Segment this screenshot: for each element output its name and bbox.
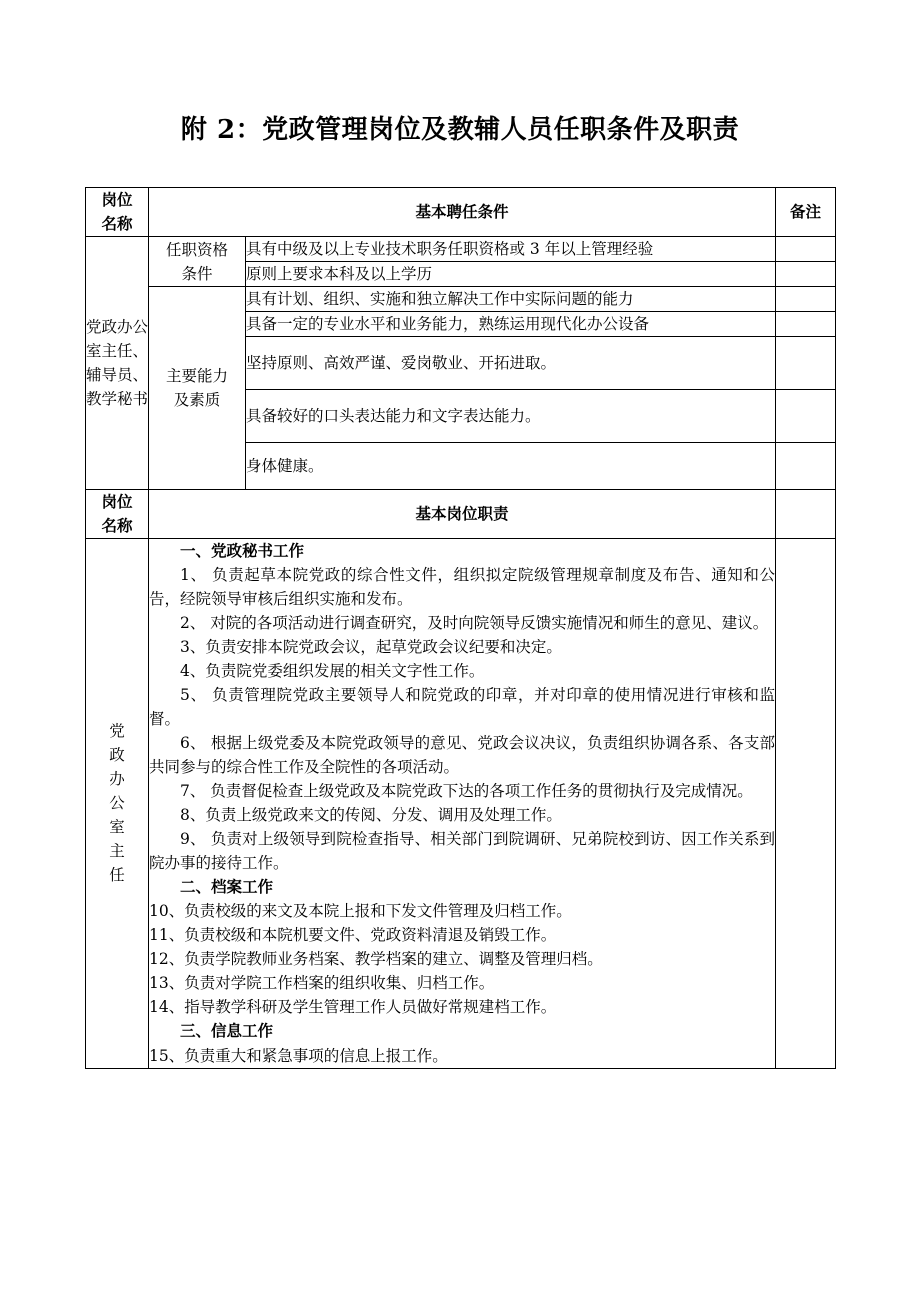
condition-text: 具备较好的口头表达能力和文字表达能力。: [246, 390, 776, 443]
remark-cell: [776, 287, 836, 312]
position-requirements-table: [85, 187, 836, 1069]
table-header-row-conditions: [86, 188, 836, 237]
position-title-duties: [86, 539, 149, 1068]
remark-cell: [776, 443, 836, 490]
condition-text: 具有计划、组织、实施和独立解决工作中实际问题的能力: [246, 287, 776, 312]
duties-item: 11、负责校级和本院机要文件、党政资料清退及销毁工作。: [149, 926, 557, 945]
duties-item: 6、 根据上级党委及本院党政领导的意见、党政会议决议，负责组织协调各系、各支部共同参与的综合性工作及全院性的各项活动。: [149, 734, 776, 777]
page-title: 附 2：党政管理岗位及教辅人员任职条件及职责: [180, 115, 740, 145]
group-label-abilities: [149, 287, 246, 490]
position-title-duties-char: 党: [109, 722, 125, 741]
position-title-duties-char: 办: [109, 770, 125, 789]
condition-text: 身体健康。: [246, 443, 776, 490]
group-label-qualification: [149, 237, 246, 287]
condition-text: 具备一定的专业水平和业务能力，熟练运用现代化办公设备: [246, 312, 776, 337]
duties-section-heading: 一、党政秘书工作: [180, 541, 305, 561]
header-position-name-duties-line1: 岗位: [101, 492, 133, 512]
header-cell-remark: 备注: [776, 188, 836, 237]
duties-item: 13、负责对学院工作档案的组织收集、归档工作。: [149, 974, 495, 993]
group-label-qualification-line2: 条件: [181, 264, 213, 283]
table-header-row-duties: [86, 490, 836, 539]
remark-cell: [776, 337, 836, 390]
header-cell-basic-conditions: 基本聘任条件: [149, 188, 776, 237]
header-cell-position-name: [86, 188, 149, 237]
remark-cell: [776, 490, 836, 539]
duties-item: 8、负责上级党政来文的传阅、分发、调用及处理工作。: [180, 806, 562, 825]
condition-text: 原则上要求本科及以上学历: [246, 262, 776, 287]
header-position-name-line2: 名称: [101, 214, 133, 234]
remark-cell: [776, 262, 836, 287]
duties-item: 14、指导教学科研及学生管理工作人员做好常规建档工作。: [149, 998, 557, 1017]
condition-text: 具有中级及以上专业技术职务任职资格或 3 年以上管理经验: [246, 237, 776, 262]
group-label-qualification-line1: 任职资格: [165, 240, 228, 259]
duties-item: 3、负责安排本院党政会议，起草党政会议纪要和决定。: [180, 638, 562, 657]
duties-item: 9、 负责对上级领导到院检查指导、相关部门到院调研、兄弟院校到访、因工作关系到院办事的接待工作。: [149, 830, 776, 873]
position-title-duties-char: 公: [109, 794, 125, 813]
group-label-abilities-line1: 主要能力: [165, 367, 228, 386]
duties-item: 10、负责校级的来文及本院上报和下发文件管理及归档工作。: [149, 902, 572, 921]
position-title-duties-char: 政: [109, 746, 125, 765]
duties-item: 2、 对院的各项活动进行调查研究，及时向院领导反馈实施情况和师生的意见、建议。: [180, 614, 769, 633]
position-title-duties-char: 主: [109, 842, 125, 861]
header-position-name-line1: 岗位: [101, 190, 133, 209]
duties-section-heading: 三、信息工作: [180, 1021, 274, 1041]
duties-item: 7、 负责督促检查上级党政及本院党政下达的各项工作任务的贯彻执行及完成情况。: [180, 782, 753, 801]
remark-cell: [776, 539, 836, 1068]
duties-content: [149, 539, 776, 1068]
duties-section-heading: 二、档案工作: [180, 877, 274, 897]
table-row: [86, 287, 836, 312]
group-label-abilities-line2: 及素质: [173, 391, 221, 410]
table-row-duties: [86, 539, 836, 1068]
header-cell-basic-duties: 基本岗位职责: [149, 490, 776, 539]
duties-item: 5、 负责管理院党政主要领导人和院党政的印章，并对印章的使用情况进行审核和监督。: [149, 686, 776, 729]
position-title-conditions: 党政办公室主任、辅导员、教学秘书: [86, 237, 149, 490]
remark-cell: [776, 390, 836, 443]
remark-cell: [776, 237, 836, 262]
remark-cell: [776, 312, 836, 337]
table-row: [86, 237, 836, 262]
duties-item: 1、 负责起草本院党政的综合性文件，组织拟定院级管理规章制度及布告、通知和公告，经院领导审核后组织实施和发布。: [149, 566, 776, 609]
header-cell-position-name-duties: [86, 490, 149, 539]
duties-item: 12、负责学院教师业务档案、教学档案的建立、调整及管理归档。: [149, 950, 603, 969]
duties-item: 15、负责重大和紧急事项的信息上报工作。: [149, 1046, 448, 1065]
position-title-duties-char: 室: [109, 818, 125, 837]
duties-item: 4、负责院党委组织发展的相关文字性工作。: [180, 662, 485, 681]
condition-text: 坚持原则、高效严谨、爱岗敬业、开拓进取。: [246, 337, 776, 390]
position-title-duties-char: 任: [109, 866, 125, 885]
header-position-name-duties-line2: 名称: [101, 516, 133, 536]
